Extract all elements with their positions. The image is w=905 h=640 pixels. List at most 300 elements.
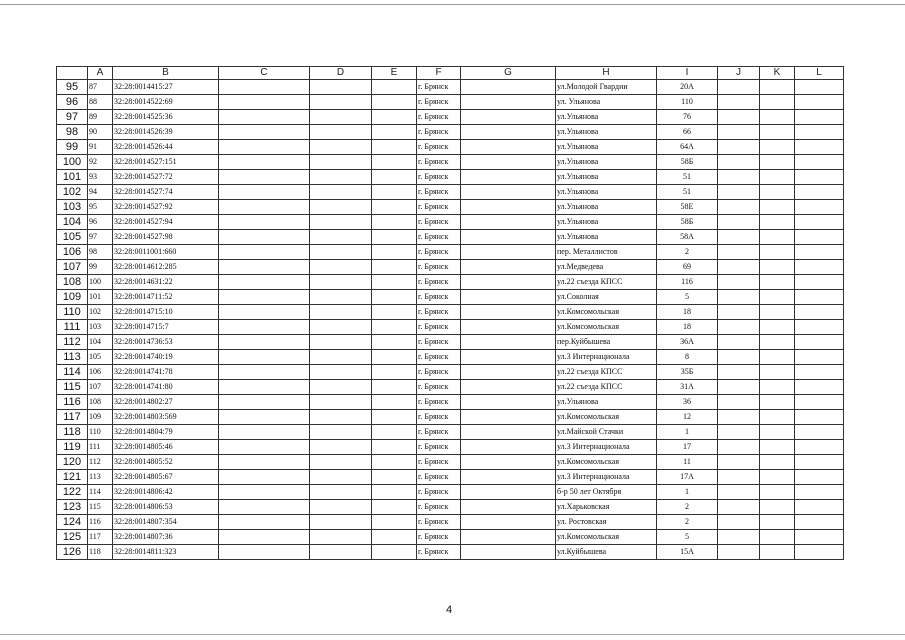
cell-i: 17 bbox=[657, 440, 718, 455]
cell-f: г. Брянск bbox=[417, 500, 461, 515]
cell-e bbox=[372, 395, 417, 410]
cell-b: 32:28:0014711:52 bbox=[113, 290, 219, 305]
cell-j bbox=[718, 290, 760, 305]
cell-j bbox=[718, 140, 760, 155]
cell-b: 32:28:0014805:46 bbox=[113, 440, 219, 455]
cell-g bbox=[461, 140, 556, 155]
cell-k bbox=[760, 200, 795, 215]
cell-c bbox=[219, 365, 310, 380]
cell-l bbox=[795, 350, 844, 365]
cell-d bbox=[310, 545, 372, 560]
cell-c bbox=[219, 530, 310, 545]
cell-a: 103 bbox=[88, 320, 113, 335]
cell-d bbox=[310, 95, 372, 110]
cell-h: ул.Ульянова bbox=[556, 200, 657, 215]
cell-h: ул.3 Интернационала bbox=[556, 440, 657, 455]
cell-d bbox=[310, 140, 372, 155]
cell-i: 35Б bbox=[657, 365, 718, 380]
cell-g bbox=[461, 230, 556, 245]
cell-g bbox=[461, 410, 556, 425]
cell-i: 2 bbox=[657, 245, 718, 260]
cell-k bbox=[760, 290, 795, 305]
cell-a: 92 bbox=[88, 155, 113, 170]
cell-l bbox=[795, 395, 844, 410]
cell-f: г. Брянск bbox=[417, 350, 461, 365]
cell-k bbox=[760, 215, 795, 230]
cell-j bbox=[718, 455, 760, 470]
bottom-edge-line bbox=[0, 634, 905, 635]
cell-c bbox=[219, 380, 310, 395]
cell-f: г. Брянск bbox=[417, 170, 461, 185]
corner-cell bbox=[57, 67, 88, 80]
cell-j bbox=[718, 425, 760, 440]
cell-g bbox=[461, 470, 556, 485]
cell-f: г. Брянск bbox=[417, 530, 461, 545]
cell-j bbox=[718, 215, 760, 230]
cell-l bbox=[795, 95, 844, 110]
cell-c bbox=[219, 545, 310, 560]
cell-g bbox=[461, 155, 556, 170]
cell-l bbox=[795, 290, 844, 305]
cell-e bbox=[372, 410, 417, 425]
cell-i: 51 bbox=[657, 185, 718, 200]
cell-h: ул.Ульянова bbox=[556, 395, 657, 410]
cell-b: 32:28:0014715:10 bbox=[113, 305, 219, 320]
cell-h: ул.Ульянова bbox=[556, 185, 657, 200]
cell-k bbox=[760, 275, 795, 290]
cell-i: 20А bbox=[657, 80, 718, 95]
row-number: 115 bbox=[57, 380, 88, 395]
cell-h: ул.3 Интернационала bbox=[556, 350, 657, 365]
cell-c bbox=[219, 485, 310, 500]
cell-j bbox=[718, 95, 760, 110]
cell-d bbox=[310, 380, 372, 395]
cell-e bbox=[372, 380, 417, 395]
row-number: 110 bbox=[57, 305, 88, 320]
cell-k bbox=[760, 365, 795, 380]
cell-a: 96 bbox=[88, 215, 113, 230]
cell-l bbox=[795, 125, 844, 140]
cell-l bbox=[795, 110, 844, 125]
cell-a: 91 bbox=[88, 140, 113, 155]
cell-e bbox=[372, 530, 417, 545]
cell-j bbox=[718, 80, 760, 95]
row-number: 96 bbox=[57, 95, 88, 110]
cell-h: ул.Ульянова bbox=[556, 170, 657, 185]
cell-k bbox=[760, 95, 795, 110]
table-row bbox=[57, 125, 844, 140]
row-number: 126 bbox=[57, 545, 88, 560]
row-number: 123 bbox=[57, 500, 88, 515]
cell-d bbox=[310, 260, 372, 275]
cell-f: г. Брянск bbox=[417, 140, 461, 155]
cell-c bbox=[219, 305, 310, 320]
cell-d bbox=[310, 335, 372, 350]
cell-f: г. Брянск bbox=[417, 215, 461, 230]
row-number: 124 bbox=[57, 515, 88, 530]
cell-j bbox=[718, 275, 760, 290]
cell-g bbox=[461, 440, 556, 455]
table-row bbox=[57, 425, 844, 440]
cell-e bbox=[372, 110, 417, 125]
cell-e bbox=[372, 260, 417, 275]
cell-e bbox=[372, 440, 417, 455]
cell-d bbox=[310, 125, 372, 140]
cell-l bbox=[795, 440, 844, 455]
cell-k bbox=[760, 470, 795, 485]
column-header-c: C bbox=[219, 67, 310, 80]
table-row bbox=[57, 230, 844, 245]
cell-a: 117 bbox=[88, 530, 113, 545]
cell-c bbox=[219, 320, 310, 335]
cell-h: ул. Ульянова bbox=[556, 95, 657, 110]
cell-d bbox=[310, 80, 372, 95]
cell-e bbox=[372, 545, 417, 560]
cell-j bbox=[718, 380, 760, 395]
cell-b: 32:28:0014715:7 bbox=[113, 320, 219, 335]
cell-j bbox=[718, 200, 760, 215]
cell-j bbox=[718, 485, 760, 500]
cell-g bbox=[461, 485, 556, 500]
cell-f: г. Брянск bbox=[417, 125, 461, 140]
cell-b: 32:28:0014612:285 bbox=[113, 260, 219, 275]
cell-i: 116 bbox=[657, 275, 718, 290]
cell-l bbox=[795, 320, 844, 335]
cell-a: 111 bbox=[88, 440, 113, 455]
cell-g bbox=[461, 425, 556, 440]
cell-b: 32:28:0014807:36 bbox=[113, 530, 219, 545]
cell-f: г. Брянск bbox=[417, 425, 461, 440]
cell-b: 32:28:0014805:67 bbox=[113, 470, 219, 485]
cell-d bbox=[310, 365, 372, 380]
cell-k bbox=[760, 500, 795, 515]
cell-f: г. Брянск bbox=[417, 155, 461, 170]
cell-c bbox=[219, 350, 310, 365]
cell-b: 32:28:0014527:72 bbox=[113, 170, 219, 185]
cell-d bbox=[310, 170, 372, 185]
cell-b: 32:28:0014806:42 bbox=[113, 485, 219, 500]
cell-i: 69 bbox=[657, 260, 718, 275]
cell-i: 8 bbox=[657, 350, 718, 365]
cell-h: ул.Молодой Гвардии bbox=[556, 80, 657, 95]
cell-g bbox=[461, 335, 556, 350]
cell-l bbox=[795, 545, 844, 560]
row-number: 119 bbox=[57, 440, 88, 455]
row-number: 95 bbox=[57, 80, 88, 95]
cell-f: г. Брянск bbox=[417, 545, 461, 560]
cell-g bbox=[461, 95, 556, 110]
cell-l bbox=[795, 515, 844, 530]
cell-b: 32:28:0014415:27 bbox=[113, 80, 219, 95]
cell-c bbox=[219, 440, 310, 455]
cell-i: 64А bbox=[657, 140, 718, 155]
cell-i: 36А bbox=[657, 335, 718, 350]
cell-h: б-р 50 лет Октября bbox=[556, 485, 657, 500]
cell-j bbox=[718, 125, 760, 140]
cell-f: г. Брянск bbox=[417, 305, 461, 320]
cell-b: 32:28:0014527:92 bbox=[113, 200, 219, 215]
cell-c bbox=[219, 95, 310, 110]
table-row bbox=[57, 365, 844, 380]
column-header-a: A bbox=[88, 67, 113, 80]
cell-g bbox=[461, 545, 556, 560]
cell-i: 18 bbox=[657, 305, 718, 320]
row-number: 116 bbox=[57, 395, 88, 410]
cell-g bbox=[461, 200, 556, 215]
cell-f: г. Брянск bbox=[417, 95, 461, 110]
cell-g bbox=[461, 515, 556, 530]
table-row bbox=[57, 500, 844, 515]
cell-k bbox=[760, 230, 795, 245]
cell-e bbox=[372, 155, 417, 170]
cell-a: 106 bbox=[88, 365, 113, 380]
cell-h: ул.22 съезда КПСС bbox=[556, 275, 657, 290]
cell-f: г. Брянск bbox=[417, 110, 461, 125]
cell-j bbox=[718, 320, 760, 335]
cell-k bbox=[760, 485, 795, 500]
page-number: 4 bbox=[446, 604, 453, 616]
cell-c bbox=[219, 260, 310, 275]
cell-g bbox=[461, 500, 556, 515]
row-number: 100 bbox=[57, 155, 88, 170]
table-row bbox=[57, 440, 844, 455]
cell-f: г. Брянск bbox=[417, 395, 461, 410]
cell-g bbox=[461, 260, 556, 275]
cell-i: 58Б bbox=[657, 215, 718, 230]
cell-g bbox=[461, 320, 556, 335]
cell-f: г. Брянск bbox=[417, 200, 461, 215]
table-row bbox=[57, 335, 844, 350]
cell-d bbox=[310, 215, 372, 230]
cell-a: 114 bbox=[88, 485, 113, 500]
cell-j bbox=[718, 335, 760, 350]
cell-k bbox=[760, 305, 795, 320]
table-row bbox=[57, 140, 844, 155]
cell-d bbox=[310, 305, 372, 320]
table-row bbox=[57, 485, 844, 500]
cell-l bbox=[795, 230, 844, 245]
cell-j bbox=[718, 110, 760, 125]
cell-g bbox=[461, 395, 556, 410]
cell-c bbox=[219, 470, 310, 485]
cell-i: 58А bbox=[657, 230, 718, 245]
top-edge-line bbox=[0, 4, 905, 5]
cell-d bbox=[310, 410, 372, 425]
row-number: 106 bbox=[57, 245, 88, 260]
cell-l bbox=[795, 140, 844, 155]
cell-e bbox=[372, 125, 417, 140]
cell-i: 58Б bbox=[657, 155, 718, 170]
cell-d bbox=[310, 515, 372, 530]
row-number: 107 bbox=[57, 260, 88, 275]
cell-b: 32:28:0014741:78 bbox=[113, 365, 219, 380]
cell-d bbox=[310, 440, 372, 455]
row-number: 102 bbox=[57, 185, 88, 200]
cell-e bbox=[372, 170, 417, 185]
row-number: 118 bbox=[57, 425, 88, 440]
cell-e bbox=[372, 320, 417, 335]
cell-k bbox=[760, 425, 795, 440]
cell-k bbox=[760, 410, 795, 425]
cell-a: 115 bbox=[88, 500, 113, 515]
cell-d bbox=[310, 290, 372, 305]
table-row bbox=[57, 530, 844, 545]
cell-b: 32:28:0014527:151 bbox=[113, 155, 219, 170]
cell-e bbox=[372, 500, 417, 515]
table-row bbox=[57, 380, 844, 395]
cell-h: ул.Ульянова bbox=[556, 125, 657, 140]
cell-c bbox=[219, 230, 310, 245]
cell-l bbox=[795, 155, 844, 170]
cell-a: 112 bbox=[88, 455, 113, 470]
cell-d bbox=[310, 425, 372, 440]
cell-f: г. Брянск bbox=[417, 515, 461, 530]
cell-k bbox=[760, 140, 795, 155]
cell-i: 12 bbox=[657, 410, 718, 425]
cell-c bbox=[219, 215, 310, 230]
cell-i: 11 bbox=[657, 455, 718, 470]
cell-f: г. Брянск bbox=[417, 320, 461, 335]
cell-h: пер.Куйбышева bbox=[556, 335, 657, 350]
cell-l bbox=[795, 215, 844, 230]
cell-j bbox=[718, 395, 760, 410]
cell-g bbox=[461, 350, 556, 365]
column-header-h: H bbox=[556, 67, 657, 80]
cell-e bbox=[372, 245, 417, 260]
cell-i: 1 bbox=[657, 485, 718, 500]
cell-k bbox=[760, 440, 795, 455]
cell-k bbox=[760, 170, 795, 185]
row-number: 97 bbox=[57, 110, 88, 125]
cell-c bbox=[219, 275, 310, 290]
cell-e bbox=[372, 455, 417, 470]
cell-d bbox=[310, 320, 372, 335]
cell-l bbox=[795, 200, 844, 215]
cell-e bbox=[372, 290, 417, 305]
cell-j bbox=[718, 260, 760, 275]
cell-f: г. Брянск bbox=[417, 485, 461, 500]
cell-b: 32:28:0014741:80 bbox=[113, 380, 219, 395]
cell-l bbox=[795, 365, 844, 380]
cell-k bbox=[760, 350, 795, 365]
cell-f: г. Брянск bbox=[417, 455, 461, 470]
cell-h: ул.Комсомольская bbox=[556, 305, 657, 320]
cell-k bbox=[760, 530, 795, 545]
cell-b: 32:28:0014527:94 bbox=[113, 215, 219, 230]
cell-j bbox=[718, 440, 760, 455]
cell-h: ул.Комсомольская bbox=[556, 320, 657, 335]
cell-c bbox=[219, 200, 310, 215]
column-header-j: J bbox=[718, 67, 760, 80]
cell-l bbox=[795, 185, 844, 200]
cell-e bbox=[372, 275, 417, 290]
cell-l bbox=[795, 245, 844, 260]
table-row bbox=[57, 515, 844, 530]
cell-i: 36 bbox=[657, 395, 718, 410]
cell-g bbox=[461, 80, 556, 95]
cell-b: 32:28:0014525:36 bbox=[113, 110, 219, 125]
column-header-k: K bbox=[760, 67, 795, 80]
cell-c bbox=[219, 410, 310, 425]
cell-h: ул.Ульянова bbox=[556, 215, 657, 230]
cell-b: 32:28:0014527:98 bbox=[113, 230, 219, 245]
cell-g bbox=[461, 305, 556, 320]
spreadsheet-table bbox=[56, 66, 844, 560]
cell-d bbox=[310, 485, 372, 500]
cell-d bbox=[310, 110, 372, 125]
cell-i: 2 bbox=[657, 500, 718, 515]
row-number: 105 bbox=[57, 230, 88, 245]
table-body bbox=[57, 80, 844, 560]
cell-a: 88 bbox=[88, 95, 113, 110]
cell-l bbox=[795, 470, 844, 485]
cell-k bbox=[760, 545, 795, 560]
cell-d bbox=[310, 500, 372, 515]
cell-f: г. Брянск bbox=[417, 290, 461, 305]
cell-d bbox=[310, 395, 372, 410]
cell-k bbox=[760, 110, 795, 125]
cell-b: 32:28:0011001:660 bbox=[113, 245, 219, 260]
cell-i: 31А bbox=[657, 380, 718, 395]
cell-l bbox=[795, 410, 844, 425]
cell-a: 94 bbox=[88, 185, 113, 200]
cell-k bbox=[760, 320, 795, 335]
cell-b: 32:28:0014527:74 bbox=[113, 185, 219, 200]
column-header-b: B bbox=[113, 67, 219, 80]
cell-d bbox=[310, 200, 372, 215]
table-row bbox=[57, 545, 844, 560]
cell-l bbox=[795, 380, 844, 395]
cell-a: 105 bbox=[88, 350, 113, 365]
cell-k bbox=[760, 515, 795, 530]
cell-f: г. Брянск bbox=[417, 380, 461, 395]
cell-k bbox=[760, 245, 795, 260]
cell-b: 32:28:0014804:79 bbox=[113, 425, 219, 440]
cell-l bbox=[795, 500, 844, 515]
cell-j bbox=[718, 515, 760, 530]
cell-j bbox=[718, 365, 760, 380]
row-number: 108 bbox=[57, 275, 88, 290]
cell-a: 93 bbox=[88, 170, 113, 185]
row-number: 125 bbox=[57, 530, 88, 545]
cell-j bbox=[718, 305, 760, 320]
cell-i: 1 bbox=[657, 425, 718, 440]
cell-i: 17А bbox=[657, 470, 718, 485]
cell-a: 95 bbox=[88, 200, 113, 215]
table-row bbox=[57, 215, 844, 230]
cell-c bbox=[219, 455, 310, 470]
cell-g bbox=[461, 245, 556, 260]
cell-c bbox=[219, 335, 310, 350]
row-number: 111 bbox=[57, 320, 88, 335]
cell-h: ул.Комсомольская bbox=[556, 530, 657, 545]
cell-h: ул.Ульянова bbox=[556, 155, 657, 170]
row-number: 104 bbox=[57, 215, 88, 230]
table-row bbox=[57, 170, 844, 185]
cell-j bbox=[718, 230, 760, 245]
cell-f: г. Брянск bbox=[417, 260, 461, 275]
cell-a: 107 bbox=[88, 380, 113, 395]
cell-j bbox=[718, 155, 760, 170]
column-header-l: L bbox=[795, 67, 844, 80]
cell-e bbox=[372, 485, 417, 500]
table-row bbox=[57, 275, 844, 290]
row-number: 98 bbox=[57, 125, 88, 140]
cell-b: 32:28:0014526:39 bbox=[113, 125, 219, 140]
cell-h: ул.Ульянова bbox=[556, 230, 657, 245]
cell-g bbox=[461, 530, 556, 545]
row-number: 99 bbox=[57, 140, 88, 155]
